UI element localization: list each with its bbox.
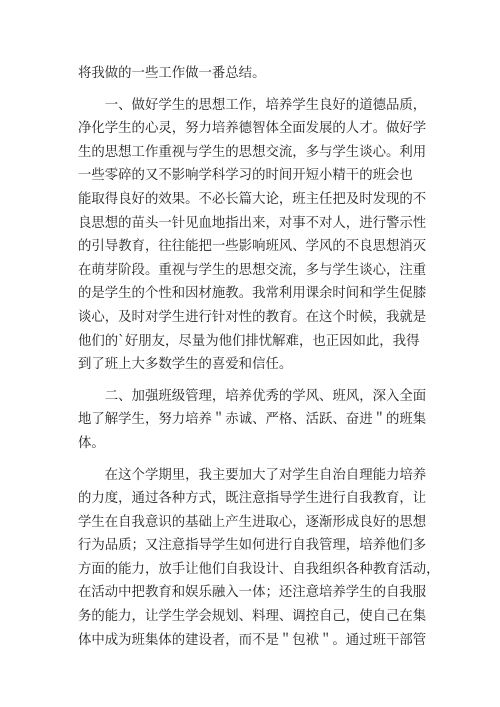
paragraph-gap: [78, 456, 426, 464]
text-line: 二、加强班级管理，培养优秀的学风、班风，深入全面: [78, 388, 427, 404]
text-line: 能取得良好的效果。不必长篇大论，班主任把及时发现的不: [78, 191, 427, 207]
text-line: 他们的`好朋友，尽量为他们排忧解难，也正因如此，我得: [78, 333, 420, 349]
text-line: 一些零碎的又不影响学科学习的时间开短小精干的班会也: [78, 168, 413, 184]
text-line: 良思想的苗头一针见血地指出来，对事不对人，进行警示性: [78, 215, 427, 231]
text-line: 一、做好学生的思想工作，培养学生良好的道德品质，: [78, 97, 427, 113]
text-line: 方面的能力，放手让他们自我设计、自我组织各种教育活动，: [78, 561, 440, 577]
text-line: 的引导教育，往往能把一些影响班风、学风的不良思想消灭: [78, 239, 427, 255]
paragraph-gap: [78, 377, 426, 385]
text-line: 在活动中把教育和娱乐融入一体；还注意培养学生的自我服: [78, 585, 427, 601]
text-line: 净化学生的心灵，努力培养德智体全面发展的人才。做好学: [78, 121, 427, 137]
text-line: 的力度，通过各种方式，既注意指导学生进行自我教育，让: [78, 491, 427, 507]
text-line: 将我做的一些工作做一番总结。: [78, 66, 266, 81]
text-line: 到了班上大多数学生的喜爱和信任。: [78, 357, 293, 373]
text-line: 学生在自我意识的基础上产生进取心，逐渐形成良好的思想: [78, 514, 427, 530]
text-line: 谈心，及时对学生进行针对性的教育。在这个时候，我就是: [78, 309, 427, 325]
body-text: [78, 62, 440, 652]
text-line: 生的思想工作重视与学生的思想交流，多与学生谈心。利用: [78, 144, 427, 160]
text-line: 在这个学期里，我主要加大了对学生自治自理能力培养: [78, 467, 427, 483]
text-line: 的是学生的个性和因材施教。我常利用课余时间和学生促膝: [78, 286, 427, 302]
text-line: 地了解学生，努力培养＂赤诚、严格、活跃、奋进＂的班集: [78, 412, 427, 428]
text-line: 体。: [78, 435, 105, 451]
text-line: 体中成为班集体的建设者，而不是＂包袱＂。通过班干部管: [78, 632, 427, 648]
text-line: 行为品质；又注意指导学生如何进行自我管理，培养他们多: [78, 538, 427, 554]
paragraph-gap: [78, 86, 426, 94]
text-line: 务的能力，让学生学会规划、料理、调控自己，使自己在集: [78, 609, 427, 625]
text-line: 在萌芽阶段。重视与学生的思想交流，多与学生谈心，注重: [78, 262, 427, 278]
